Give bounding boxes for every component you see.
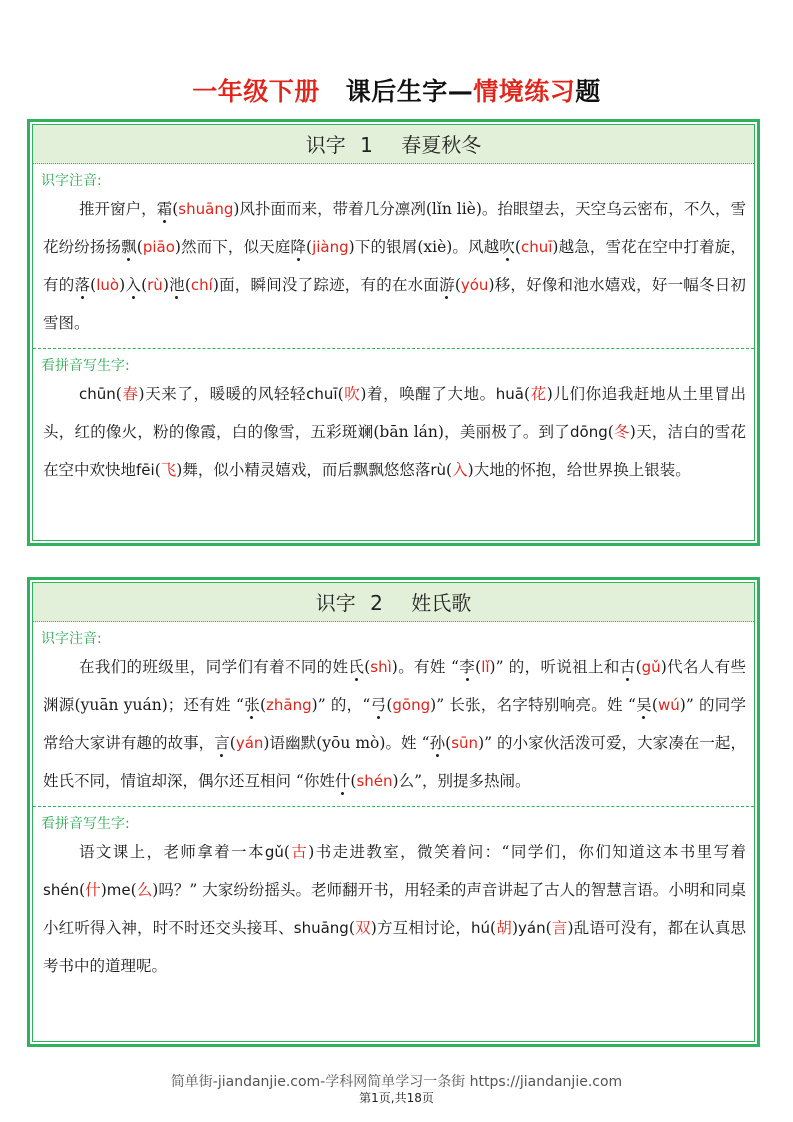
section-label-write: 看拼音写生字:: [41, 358, 130, 374]
lesson-number: 2: [370, 591, 383, 615]
lesson-label: 识字: [305, 133, 346, 157]
page-title: [0, 72, 793, 108]
page-number: 第1页,共18页: [359, 1091, 434, 1105]
lesson-header: [33, 125, 754, 164]
title-grade: 一年级下册: [192, 77, 320, 106]
lesson-card-2: [27, 577, 760, 1047]
footer-watermark: 简单街-jiandanjie.com-学科网简单学习一条街 https://jiandanjie.com: [170, 1074, 623, 1090]
lesson-card-1: [27, 119, 760, 546]
lesson-header: [33, 583, 754, 622]
title-highlight: 情境练习: [473, 77, 576, 106]
section-label-annotate: 识字注音:: [41, 173, 102, 189]
title-suffix: 题: [575, 77, 601, 106]
lesson-name: 春夏秋冬: [401, 133, 482, 157]
section-label-write: 看拼音写生字:: [41, 816, 130, 832]
annotate-paragraph: 推开窗户，霜(shuāng)风扑面而来，带着几分凛冽(lǐn liè)。抬眼望去，天空乌云密布，不久，雪花纷纷扬扬飘(piāo)然而下，似天庭降(jiàng)下的银屑(xiè)。风越吹(chuī)越急，雪花在空中打着旋，有的落(luò)入(rù)池(chí)面，瞬间没了踪迹，有的在水面游(yóu)移，好像和池水嬉戏，好一幅冬日初雪图。: [43, 200, 746, 332]
lesson-label: 识字: [315, 591, 356, 615]
lesson-number: 1: [360, 133, 373, 157]
lesson-name: 姓氏歌: [411, 591, 472, 615]
annotate-paragraph: 在我们的班级里，同学们有着不同的姓氏(shì)。有姓 “李(lǐ)” 的，听说祖上和古(gǔ)代名人有些渊源(yuān yuán)；还有姓 “张(zhāng)” 的，“弓(gōng)” 长张，名字特别响亮。姓 “吴(wú)” 的同学常给大家讲有趣的故事，言(yán)语幽默(yōu mò)。姓 “孙(sūn)” 的小家伙活泼可爱，大家凑在一起，姓氏不同，情谊却深，偶尔还互相问 “你姓什(shén)么”，别提多热闹。: [43, 658, 746, 790]
write-paragraph: chūn(春)天来了，暖暖的风轻轻chuī(吹)着，唤醒了大地。huā(花)儿们你追我赶地从土里冒出头，红的像火，粉的像霞，白的像雪，五彩斑斓(bān lán)，美丽极了。到了dōng(冬)天，洁白的雪花在空中欢快地fēi(飞)舞，似小精灵嬉戏，而后飘飘悠悠落rù(入)大地的怀抱，给世界换上银装。: [43, 385, 746, 479]
write-paragraph: 语文课上，老师拿着一本gǔ(古)书走进教室，微笑着问：“同学们，你们知道这本书里写着shén(什)me(么)吗？” 大家纷纷摇头。老师翻开书，用轻柔的声音讲起了古人的智慧言语。小明和同桌小红听得入神，时不时还交头接耳、shuāng(双)方互相讨论，hú(胡)yán(言)乱语可没有，都在认真思考书中的道理呢。: [43, 843, 746, 975]
title-topic: 课后生字—: [345, 77, 474, 106]
section-label-annotate: 识字注音:: [41, 631, 102, 647]
